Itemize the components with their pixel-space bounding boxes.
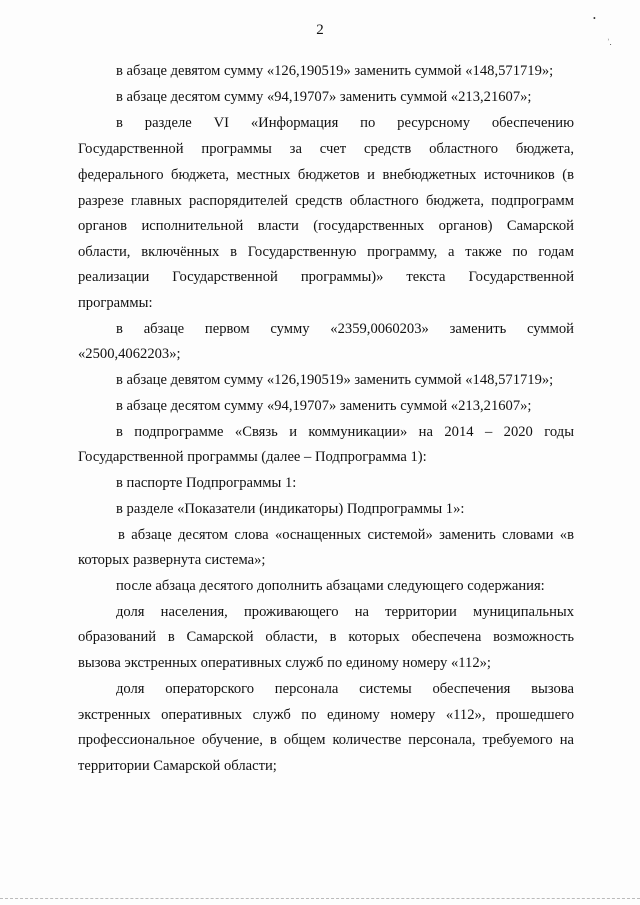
scan-speck: ʾ. (607, 38, 612, 47)
text-line: в разделе VI «Информация по ресурсному обеспечению (116, 115, 574, 131)
text-line: программы: (78, 295, 153, 311)
text-line: Государственной программы за счет средств областного бюджета, (78, 141, 574, 157)
text-line: вызова экстренных оперативных служб по единому номеру «112»; (78, 655, 491, 671)
text-line: в абзаце десятом слова «оснащенных системой» заменить словами «в (118, 527, 574, 543)
text-line: в разделе «Показатели (индикаторы) Подпрограммы 1»: (116, 501, 465, 517)
text-line: Государственной программы (далее – Подпрограмма 1): (78, 449, 427, 465)
text-line: разрезе главных распорядителей средств областного бюджета, подпрограмм (78, 193, 574, 209)
text-line: после абзаца десятого дополнить абзацами следующего содержания: (116, 578, 545, 594)
text-line: области, включённых в Государственную программу, а также по годам (78, 244, 574, 260)
text-line: в паспорте Подпрограммы 1: (116, 475, 297, 491)
text-line: экстренных оперативных служб по единому номеру «112», прошедшего (78, 707, 574, 723)
scan-edge (0, 898, 640, 899)
text-line: «2500,4062203»; (78, 346, 181, 362)
text-line: в абзаце девятом сумму «126,190519» заменить суммой «148,571719»; (116, 63, 554, 79)
text-line: образований в Самарской области, в которых обеспечена возможность (78, 629, 574, 645)
text-line: доля населения, проживающего на территории муниципальных (116, 604, 574, 620)
text-line: в абзаце десятом сумму «94,19707» заменить суммой «213,21607»; (116, 398, 532, 414)
text-line: в абзаце первом сумму «2359,0060203» заменить суммой (116, 321, 574, 337)
text-line: в абзаце десятом сумму «94,19707» заменить суммой «213,21607»; (116, 89, 532, 105)
page-number: 2 (316, 22, 324, 38)
text-line: в подпрограмме «Связь и коммуникации» на 2014 – 2020 годы (116, 424, 574, 440)
text-line: реализации Государственной программы)» текста Государственной (78, 269, 574, 285)
text-line: территории Самарской области; (78, 758, 277, 774)
text-line: федерального бюджета, местных бюджетов и внебюджетных источников (в (78, 167, 574, 183)
text-line: профессиональное обучение, в общем количестве персонала, требуемого на (78, 732, 574, 748)
text-line: доля операторского персонала системы обеспечения вызова (116, 681, 574, 697)
text-line: которых развернута система»; (78, 552, 266, 568)
text-line: органов исполнительной власти (государственных органов) Самарской (78, 218, 574, 234)
scan-speck: • (593, 14, 596, 23)
text-line: в абзаце девятом сумму «126,190519» заменить суммой «148,571719»; (116, 372, 554, 388)
